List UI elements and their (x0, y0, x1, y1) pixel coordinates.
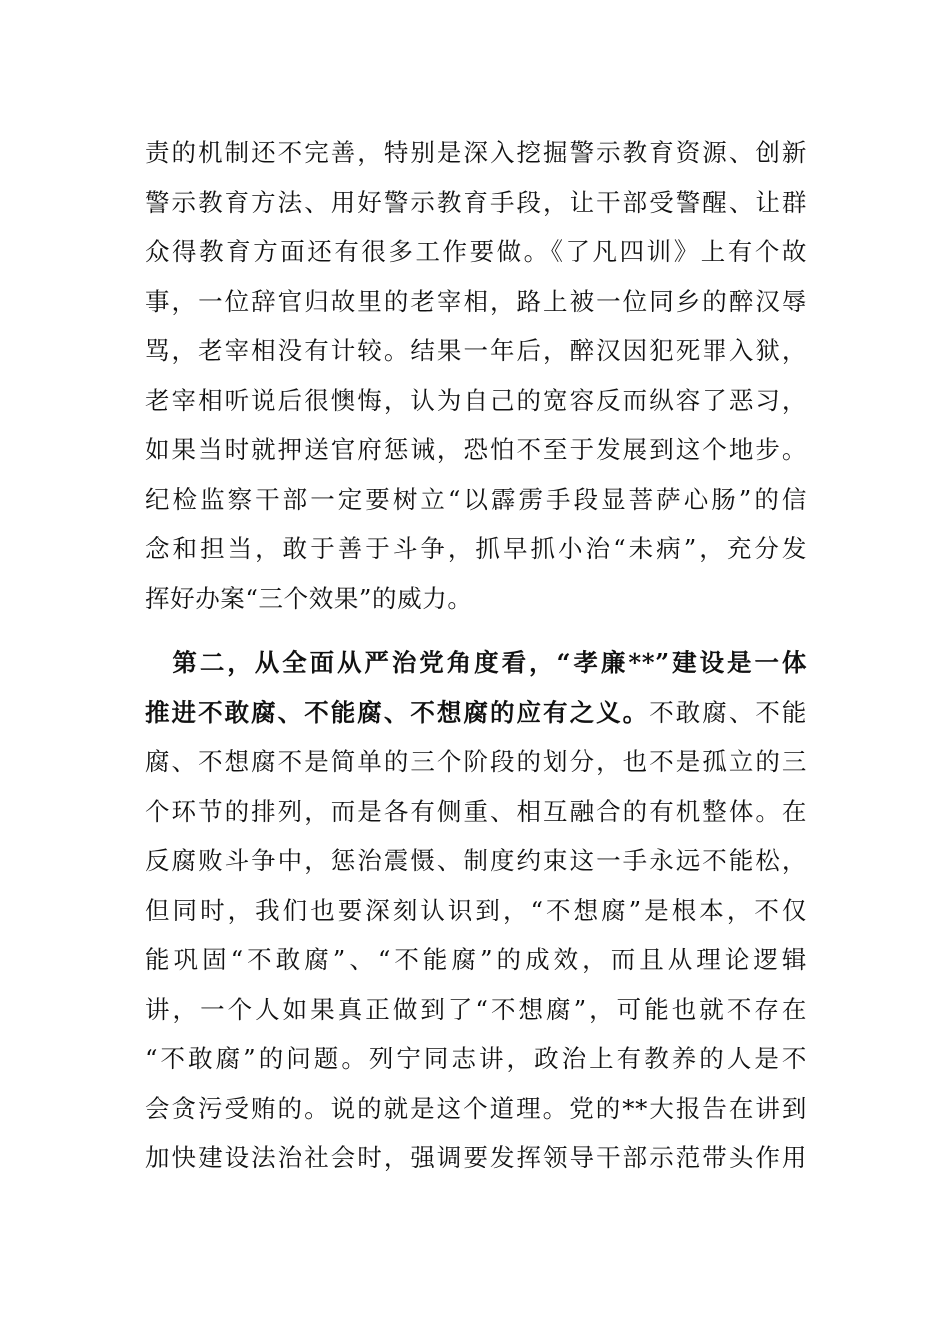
text-line: 腐、不想腐不是简单的三个阶段的划分，也不是孤立的三 (145, 747, 807, 776)
text-line: 纪检监察干部一定要树立“以霹雳手段显菩萨心肠”的信 (145, 484, 807, 514)
paragraph-heading-bold: 推进不敢腐、不能腐、不想腐的应有之义。 (145, 697, 650, 727)
text-line: 加快建设法治社会时，强调要发挥领导干部示范带头作用 (145, 1143, 807, 1172)
text-line: “不敢腐”的问题。列宁同志讲，政治上有教养的人是不 (145, 1044, 807, 1073)
text-line: 能巩固“不敢腐”、“不能腐”的成效，而且从理论逻辑 (145, 945, 807, 974)
text-line: 责的机制还不完善，特别是深入挖掘警示教育资源、创新 (145, 138, 807, 167)
text-line (145, 688, 807, 738)
paragraph-heading-line: 第二，从全面从严治党角度看，“孝廉**”建设是一体 (145, 648, 807, 677)
text-line: 骂，老宰相没有计较。结果一年后，醉汉因犯死罪入狱， (145, 336, 807, 365)
text-line: 但同时，我们也要深刻认识到，“不想腐”是根本，不仅 (145, 895, 807, 925)
text-line: 众得教育方面还有很多工作要做。《了凡四训》上有个故 (145, 237, 807, 266)
paragraph-1 (145, 128, 807, 623)
text-line: 个环节的排列，而是各有侧重、相互融合的有机整体。在 (145, 796, 807, 826)
text-line: 讲，一个人如果真正做到了“不想腐”，可能也就不存在 (145, 994, 807, 1024)
paragraph-2 (145, 638, 807, 1183)
text-line: 如果当时就押送官府惩诫，恐怕不至于发展到这个地步。 (145, 435, 807, 464)
text-line: 会贪污受贿的。说的就是这个道理。党的**大报告在讲到 (145, 1093, 807, 1123)
text-line: 事，一位辞官归故里的老宰相，路上被一位同乡的醉汉辱 (145, 286, 807, 316)
text-line: 老宰相听说后很懊悔，认为自己的宽容反而纵容了恶习， (145, 385, 807, 415)
text-line: 挥好办案“三个效果”的威力。 (145, 583, 473, 613)
text-line: 警示教育方法、用好警示教育手段，让干部受警醒、让群 (145, 187, 807, 217)
text-line: 反腐败斗争中，惩治震慑、制度约束这一手永远不能松， (145, 846, 807, 875)
paragraph-heading-rest: 不敢腐、不能 (649, 697, 807, 727)
text-line: 念和担当，敢于善于斗争，抓早抓小治“未病”，充分发 (145, 534, 807, 563)
